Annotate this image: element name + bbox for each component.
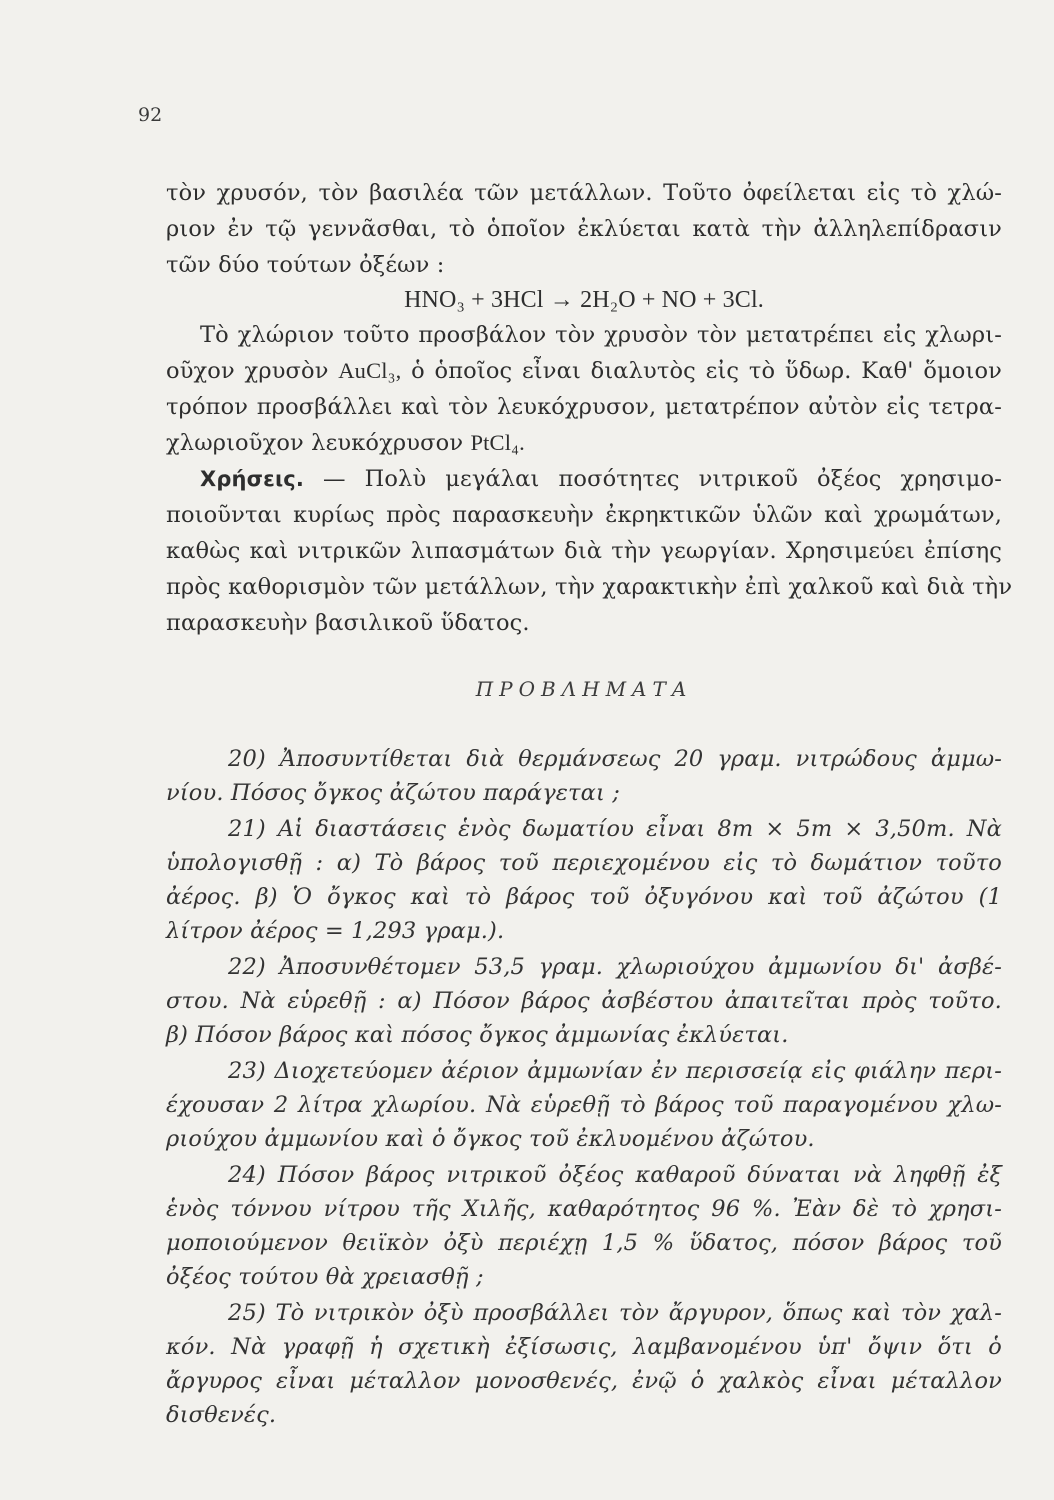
text-fragment: οῦχον χρυσὸν: [166, 358, 329, 384]
problem-line: 25) Τὸ νιτρικὸν ὀξὺ προσβάλλει τὸν ἄργυρον, ὅπως καὶ τὸν χαλ-: [228, 1300, 1002, 1326]
problem-line: 22) Ἀποσυνθέτομεν 53,5 γραμ. χλωριούχου ἀμμωνίου δι' ἀσβέ-: [228, 954, 1002, 980]
problem-line: ἀέρος. β) Ὁ ὄγκος καὶ τὸ βάρος τοῦ ὀξυγόνου καὶ τοῦ ἀζώτου (1: [166, 884, 1002, 910]
problem-line: ἄργυρος εἶναι μέταλλον μονοσθενές, ἐνῷ ὁ χαλκὸς εἶναι μέταλλον: [166, 1368, 1002, 1394]
problem-line: 21) Αἱ διαστάσεις ἑνὸς δωματίου εἶναι 8m × 5m × 3,50m. Νὰ: [228, 816, 1002, 842]
problem-line: δισθενές.: [166, 1402, 277, 1428]
text-line: τὸν χρυσόν, τὸν βασιλέα τῶν μετάλλων. Τοῦτο ὀφείλεται εἰς τὸ χλώ-: [166, 180, 1002, 206]
text-line: ριον ἐν τῷ γεννᾶσθαι, τὸ ὁποῖον ἐκλύεται κατὰ τὴν ἀλληλεπίδρασιν: [166, 216, 1002, 242]
problem-line: ὑπολογισθῇ : α) Τὸ βάρος τοῦ περιεχομένου εἰς τὸ δωμάτιον τοῦτο: [166, 850, 1002, 876]
problem-line: 24) Πόσον βάρος νιτρικοῦ ὀξέος καθαροῦ δύναται νὰ ληφθῇ ἐξ: [228, 1162, 1002, 1188]
problem-line: έχουσαν 2 λίτρα χλωρίου. Νὰ εὑρεθῇ τὸ βάρος τοῦ παραγομένου χλω-: [166, 1092, 1002, 1118]
text-line: [166, 426, 1002, 460]
text-line: πρὸς καθορισμὸν τῶν μετάλλων, τὴν χαρακτικὴν ἐπὶ χαλκοῦ καὶ διὰ τὴν: [166, 574, 1013, 600]
text-line: τῶν δύο τούτων ὀξέων :: [166, 252, 445, 278]
text-line: ποιοῦνται κυρίως πρὸς παρασκευὴν ἐκρηκτικῶν ὑλῶν καὶ χρωμάτων,: [166, 502, 1002, 528]
problem-line: 20) Ἀποσυντίθεται διὰ θερμάνσεως 20 γραμ. νιτρώδους ἀμμω-: [228, 746, 1002, 772]
chemical-formula: AuCl₃,: [338, 358, 402, 383]
problem-line: μοποιούμενον θειϊκὸν ὀξὺ περιέχῃ 1,5 % ὕδατος, πόσον βάρος τοῦ: [166, 1230, 1002, 1256]
problem-line: β) Πόσον βάρος καὶ πόσος ὄγκος ἀμμωνίας ἐκλύεται.: [166, 1022, 789, 1048]
text-line: [200, 462, 1002, 496]
text-line: τρόπον προσβάλλει καὶ τὸν λευκόχρυσον, μετατρέπον αὐτὸν εἰς τετρα-: [166, 394, 1002, 420]
text-line: [166, 354, 1002, 388]
chemical-equation: HNO₃ + 3HCl → 2H₂O + NO + 3Cl.: [404, 287, 764, 313]
problem-line: νίου. Πόσος ὄγκος ἀζώτου παράγεται ;: [166, 780, 620, 806]
problem-line: ριούχου ἀμμωνίου καὶ ὁ ὄγκος τοῦ ἐκλυομένου ἀζώτου.: [166, 1126, 815, 1152]
problems-heading: ΠΡΟΒΛΗΜΑΤΑ: [475, 677, 693, 701]
page-number: 92: [138, 104, 163, 126]
problem-line: 23) Διοχετεύομεν ἀέριον ἀμμωνίαν ἐν περισσείᾳ εἰς φιάλην περι-: [228, 1058, 1002, 1084]
text-line: καθὼς καὶ νιτρικῶν λιπασμάτων διὰ τὴν γεωργίαν. Χρησιμεύει ἐπίσης: [166, 538, 1002, 564]
problem-line: ὀξέος τούτου θὰ χρειασθῇ ;: [166, 1264, 484, 1290]
uses-label: Χρήσεις.: [200, 467, 305, 491]
text-fragment: — Πολὺ μεγάλαι ποσότητες νιτρικοῦ ὀξέος χρησιμο-: [322, 466, 1002, 492]
text-line: παρασκευὴν βασιλικοῦ ὕδατος.: [166, 610, 530, 636]
problem-line: λίτρον ἀέρος = 1,293 γραμ.).: [166, 918, 505, 944]
problem-line: κόν. Νὰ γραφῇ ἡ σχετικὴ ἐξίσωσις, λαμβανομένου ὑπ' ὄψιν ὅτι ὁ: [166, 1334, 1002, 1360]
chemical-formula: PtCl₄.: [470, 430, 525, 455]
problem-line: ἑνὸς τόννου νίτρου τῆς Χιλῆς, καθαρότητος 96 %. Ἐὰν δὲ τὸ χρησι-: [166, 1196, 1002, 1222]
text-fragment: ὁ ὁποῖος εἶναι διαλυτὸς εἰς τὸ ὕδωρ. Καθ' ὅμοιον: [411, 358, 1002, 384]
text-line: Τὸ χλώριον τοῦτο προσβάλον τὸν χρυσὸν τὸν μετατρέπει εἰς χλωρι-: [200, 322, 1002, 348]
text-fragment: χλωριοῦχον λευκόχρυσον: [166, 430, 464, 456]
problem-line: στου. Νὰ εὑρεθῇ : α) Πόσον βάρος ἀσβέστου ἀπαιτεῖται πρὸς τοῦτο.: [166, 988, 1002, 1014]
